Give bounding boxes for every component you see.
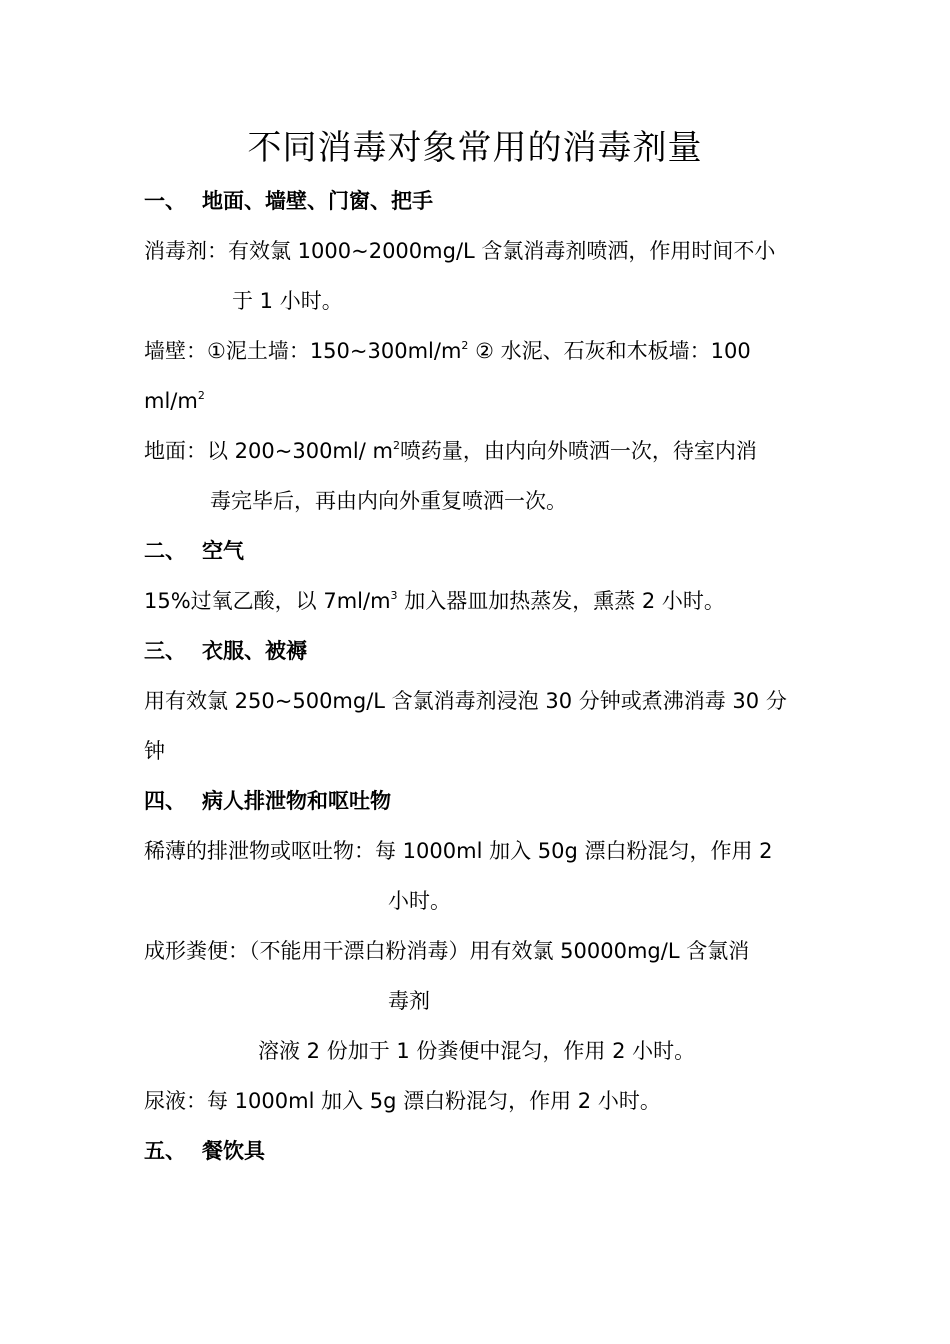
document-title: 不同消毒对象常用的消毒剂量 [247, 128, 703, 168]
section-title: 衣服、被褥 [202, 639, 307, 663]
paragraph-line: 消毒剂：有效氯 1000~2000mg/L 含氯消毒剂喷洒，作用时间不小 [144, 239, 776, 263]
section-heading-3 [144, 636, 307, 666]
paragraph-line [144, 386, 205, 416]
paragraph-line: 毒完毕后，再由内向外重复喷洒一次。 [210, 489, 567, 513]
text-run: ② 水泥、石灰和木板墙：100 [475, 339, 751, 363]
paragraph-line: 成形粪便：（不能用干漂白粉消毒）用有效氯 50000mg/L 含氯消 [144, 939, 750, 963]
paragraph-line: 毒剂 [388, 989, 430, 1013]
superscript: 2 [197, 389, 205, 402]
text-run: 喷药量，由内向外喷洒一次，待室内消 [399, 439, 757, 463]
paragraph-line: 于 1 小时。 [232, 289, 343, 313]
paragraph-line [144, 336, 751, 366]
section-heading-5 [144, 1136, 265, 1166]
section-number: 三、 [144, 639, 186, 663]
section-heading-2 [144, 536, 244, 566]
text-run: 墙壁：①泥土墙：150~300ml/m [144, 339, 462, 363]
paragraph-line: 尿液：每 1000ml 加入 5g 漂白粉混匀，作用 2 小时。 [144, 1089, 661, 1113]
section-number: 四、 [144, 789, 186, 813]
section-title: 地面、墙壁、门窗、把手 [202, 189, 433, 213]
section-number: 二、 [144, 539, 186, 563]
text-run: 加入器皿加热蒸发，熏蒸 2 小时。 [397, 589, 725, 613]
section-heading-1 [144, 186, 433, 216]
paragraph-line: 小时。 [388, 889, 451, 913]
section-heading-4 [144, 786, 391, 816]
section-title: 餐饮具 [202, 1139, 265, 1163]
superscript: 2 [461, 339, 469, 352]
section-number: 一、 [144, 189, 186, 213]
section-number: 五、 [144, 1139, 186, 1163]
text-run: 15%过氧乙酸，以 7ml/m [144, 589, 391, 613]
paragraph-line [144, 436, 757, 466]
paragraph-line: 溶液 2 份加于 1 份粪便中混匀，作用 2 小时。 [258, 1039, 696, 1063]
superscript: 2 [392, 439, 400, 452]
superscript: 3 [390, 589, 398, 602]
text-run: 地面：以 200~300ml/ m [144, 439, 393, 463]
section-title: 空气 [202, 539, 244, 563]
paragraph-line: 钟 [144, 739, 165, 763]
paragraph-line: 稀薄的排泄物或呕吐物：每 1000ml 加入 50g 漂白粉混匀，作用 2 [144, 839, 773, 863]
paragraph-line: 用有效氯 250~500mg/L 含氯消毒剂浸泡 30 分钟或煮沸消毒 30 分 [144, 689, 787, 713]
paragraph-line [144, 586, 725, 616]
section-title: 病人排泄物和呕吐物 [202, 789, 391, 813]
text-run: ml/m [144, 389, 198, 413]
